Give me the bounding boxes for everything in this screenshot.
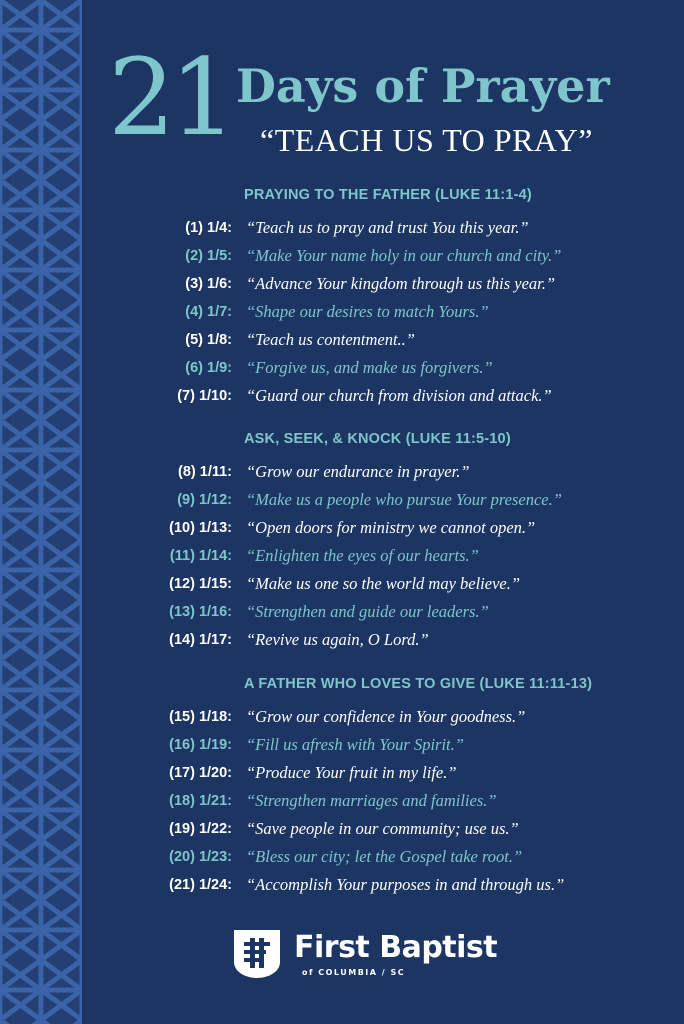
day-label: (10) 1/13:	[169, 520, 232, 536]
poster-subtitle: “TEACH US TO PRAY”	[260, 122, 593, 158]
day-label: (5) 1/8:	[185, 332, 232, 348]
list-item	[0, 461, 684, 487]
list-item	[0, 273, 684, 299]
poster-title: Days of Prayer	[236, 59, 610, 113]
day-label: (16) 1/19:	[169, 737, 232, 753]
day-label: (4) 1/7:	[185, 304, 232, 320]
day-label: (12) 1/15:	[169, 576, 232, 592]
prayer-text: “Strengthen and guide our leaders.”	[246, 602, 489, 621]
day-label: (14) 1/17:	[169, 632, 232, 648]
prayer-text: “Bless our city; let the Gospel take root.”	[246, 847, 523, 866]
day-label: (8) 1/11:	[178, 464, 232, 480]
prayer-text: “Save people in our community; use us.”	[246, 819, 519, 838]
list-item	[0, 790, 684, 816]
day-label: (18) 1/21:	[169, 793, 232, 809]
day-label: (19) 1/22:	[169, 821, 232, 837]
prayer-text: “Strengthen marriages and families.”	[246, 791, 497, 810]
prayer-text: “Fill us afresh with Your Spirit.”	[246, 735, 464, 754]
prayer-text: “Make us one so the world may believe.”	[246, 574, 521, 593]
list-item	[0, 601, 684, 627]
first-baptist-shield-icon	[232, 928, 282, 980]
day-label: (7) 1/10:	[177, 388, 232, 404]
prayer-text: “Advance Your kingdom through us this year.”	[246, 274, 556, 293]
prayer-text: “Make us a people who pursue Your presence.”	[246, 490, 562, 509]
church-name: First Baptist	[294, 930, 498, 965]
section-heading: PRAYING TO THE FATHER (LUKE 11:1-4)	[244, 187, 532, 203]
list-item	[0, 301, 684, 327]
prayer-text: “Enlighten the eyes of our hearts.”	[246, 546, 479, 565]
list-item	[0, 706, 684, 732]
poster-header	[100, 36, 670, 170]
day-label: (2) 1/5:	[185, 248, 232, 264]
prayer-text: “Shape our desires to match Yours.”	[246, 302, 489, 321]
day-label: (17) 1/20:	[169, 765, 232, 781]
prayer-text: “Teach us to pray and trust You this year.”	[246, 218, 529, 237]
prayer-text: “Revive us again, O Lord.”	[246, 630, 429, 649]
day-label: (20) 1/23:	[169, 849, 232, 865]
prayer-text: “Guard our church from division and attack.”	[246, 386, 552, 405]
list-item	[0, 734, 684, 760]
day-label: (13) 1/16:	[169, 604, 232, 620]
list-item	[0, 245, 684, 271]
section-heading: A FATHER WHO LOVES TO GIVE (LUKE 11:11-13)	[244, 676, 593, 692]
day-label: (3) 1/6:	[185, 276, 232, 292]
day-label: (1) 1/4:	[185, 220, 232, 236]
list-item	[0, 545, 684, 571]
church-location: of COLUMBIA / SC	[302, 968, 406, 977]
prayer-text: “Open doors for ministry we cannot open.”	[246, 518, 536, 537]
prayer-text: “Grow our endurance in prayer.”	[246, 462, 470, 481]
section-heading: ASK, SEEK, & KNOCK (LUKE 11:5-10)	[244, 431, 511, 447]
list-item	[0, 573, 684, 599]
list-item	[0, 846, 684, 872]
day-label: (21) 1/24:	[169, 877, 232, 893]
prayer-text: “Produce Your fruit in my life.”	[246, 763, 457, 782]
prayer-text: “Make Your name holy in our church and city.”	[246, 246, 562, 265]
list-item	[0, 329, 684, 355]
list-item	[0, 874, 684, 900]
day-label: (9) 1/12:	[177, 492, 232, 508]
list-item	[0, 489, 684, 515]
day-label: (6) 1/9:	[185, 360, 232, 376]
day-label: (15) 1/18:	[169, 709, 232, 725]
prayer-text: “Teach us contentment..”	[246, 330, 415, 349]
list-item	[0, 217, 684, 243]
prayer-text: “Forgive us, and make us forgivers.”	[246, 358, 493, 377]
list-item	[0, 629, 684, 655]
list-item	[0, 385, 684, 411]
prayer-text: “Grow our confidence in Your goodness.”	[246, 707, 526, 726]
days-number: 21	[108, 36, 231, 159]
list-item	[0, 762, 684, 788]
list-item	[0, 818, 684, 844]
list-item	[0, 517, 684, 543]
day-label: (11) 1/14:	[169, 548, 232, 564]
church-logo	[232, 928, 532, 988]
list-item	[0, 357, 684, 383]
prayer-text: “Accomplish Your purposes in and through us.”	[246, 875, 565, 894]
